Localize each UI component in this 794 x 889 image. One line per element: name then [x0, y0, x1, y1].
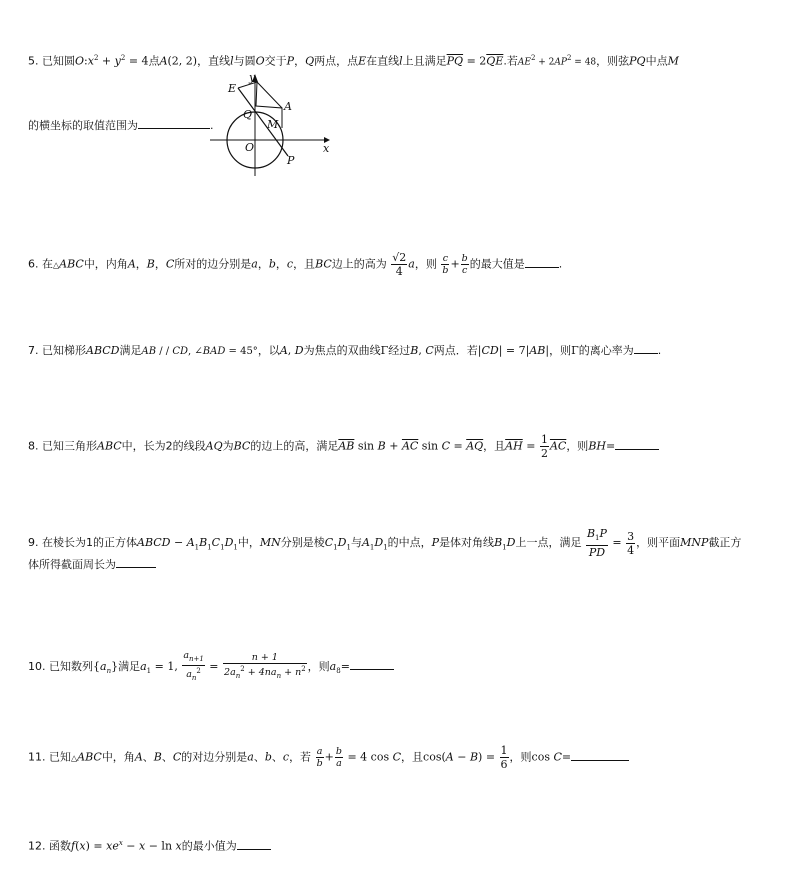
answer-blank: [116, 557, 156, 568]
question-5-line-2: 的横坐标的取值范围为 .: [28, 119, 214, 132]
formula: $\overline{AH}$: [505, 439, 523, 453]
question-12: 12. 函数$f(x) = xe^x - x - \ln x$的最小值为: [28, 836, 271, 854]
answer-blank: [237, 839, 271, 850]
question-number: 5.: [28, 54, 39, 68]
question-number: 8.: [28, 439, 39, 453]
question-7: 7. 已知梯形ABCD满足AB / / CD, ∠BAD = 45°，以A, D为焦点的双曲线Γ经过B, C两点．若|CD| = 7|AB|，则Γ的离心率为 .: [28, 344, 662, 357]
answer-blank: [615, 439, 659, 450]
answer-blank: [138, 118, 210, 129]
question-8: 8. 已知三角形ABC中，长为2的线段AQ为BC的边上的高，满足$\overline{AB}$ $\sin B + \overline{AC}$ $\sin C = \overline{AQ}$，且$\overline{AH}$ = $\frac{1}{2}$ $\overline{AC}$，则BH=: [28, 433, 659, 460]
formula: AB: [141, 346, 157, 357]
label-q: Q: [243, 108, 253, 121]
answer-blank: [525, 257, 559, 268]
label-o: O: [245, 141, 255, 154]
question-number: 7.: [28, 344, 39, 357]
question-6: 6. 在△ABC中，内角A，B，C所对的边分别是a，b，c，且BC边上的高为 $\frac{√2}{4}$ a，则 $\frac{c}{b}$ + $\frac{b}{c}$ 的最大值是 .: [28, 251, 563, 278]
question-number: 12.: [28, 839, 46, 853]
formula: $\overline{AB}$: [338, 439, 355, 453]
formula: a: [140, 659, 147, 673]
formula: A: [159, 54, 168, 68]
question-number: 11.: [28, 750, 46, 764]
label-y: y: [249, 72, 256, 84]
label-e: E: [228, 82, 237, 95]
question-number: 10.: [28, 659, 46, 673]
answer-blank: [571, 750, 629, 761]
answer-blank: [634, 343, 658, 354]
question-10: 10. 已知数列$\{a_n\}$满足$a_1 = 1$, $\frac{a_{n+1}}{a_n^2}$ = $\frac{n + 1}{2a_n^2 + 4na_n + n^2}$ ，则$a_8=$: [28, 650, 394, 684]
formula: $\frac{a_{n+1}}{a_n^2}$: [183, 650, 204, 682]
label-x: x: [323, 142, 330, 155]
question-5-line-1: 5. 已知圆$O:x^2 + y^2 = 4$点A(2, 2)，直线l与圆O交于P，Q两点，点E在直线l上且满足$\overline{PQ} = 2\overline{QE}$.若$AE^2 + 2AP^2 = 48$，则弦PQ中点M: [28, 54, 679, 68]
formula: $\frac{√2}{4}$: [392, 251, 407, 278]
formula: AE: [517, 57, 531, 68]
question-11: 11. 已知△ABC中，角A、B、C的对边分别是a、b、c，若 $\frac{a}{b}$ + $\frac{b}{a}$ = 4 cos C，且cos(A − B) = $\frac{1}{6}$ ，则cos C=: [28, 744, 629, 771]
question-9-line-2: 体所得截面周长为: [28, 557, 156, 572]
question-number: 6.: [28, 257, 39, 271]
formula: $\frac{a}{b}$: [316, 746, 323, 769]
label-a: A: [284, 100, 292, 113]
answer-blank: [350, 659, 394, 670]
circle-line-figure: [210, 72, 340, 182]
formula: $\frac{B_1P}{PD}$: [586, 527, 607, 560]
formula: f: [71, 839, 76, 853]
question-number: 9.: [28, 536, 39, 550]
label-p: P: [287, 154, 295, 167]
formula: $\frac{c}{b}$: [442, 253, 449, 276]
formula: cos(: [423, 750, 446, 764]
formula: O: [75, 54, 85, 68]
segment-e-a: [238, 82, 282, 108]
question-9-line-1: 9. 在棱长为1的正方体ABCD − $A_1B_1C_1D_1$中，MN分别是棱$C_1D_1$与$A_1D_1$的中点，P是体对角线$B_1D$上一点，满足 $\frac{B_1P}{PD}$ = $\frac{3}{4}$ ，则平面MNP截正方: [28, 527, 742, 560]
label-m: M: [267, 118, 279, 131]
formula: $\overline{PQ}$: [446, 54, 464, 68]
